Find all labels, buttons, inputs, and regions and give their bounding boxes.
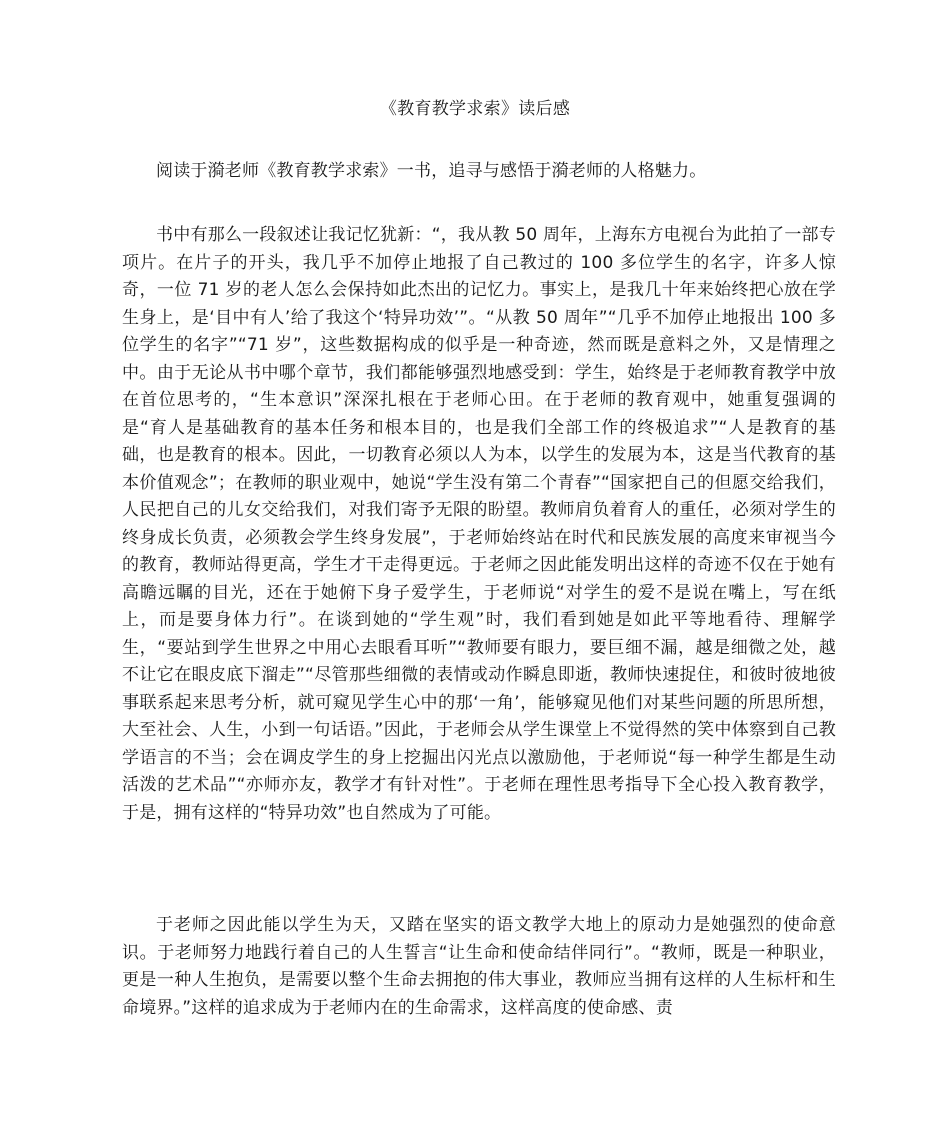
document-title: 《教育教学求索》读后感	[379, 99, 571, 119]
paragraph-mission: 于老师之因此能以学生为天，又踏在坚实的语文教学大地上的原动力是她强烈的使命意识。于老师努力地践行着自己的人生誓言“让生命和使命结伴同行”。“教师，既是一种职业，更是一种人生抱负，是需要以整个生命去拥抱的伟大事业，教师应当拥有这样的人生标杆和生命境界。”这样的追求成为于老师内在的生命需求，这样高度的使命感、责	[122, 915, 836, 1018]
paragraph-main: 书中有那么一段叙述让我记忆犹新：“，我从教 50 周年，上海东方电视台为此拍了一部专项片。在片子的开头，我几乎不加停止地报了自己教过的 100 多位学生的名字，许多人惊奇，一位 71 岁的老人怎么会保持如此杰出的记忆力。事实上，是我几十年来始终把心放在学生身上，是‘目中有人’给了我这个‘特异功效’”。“从教 50 周年”“几乎不加停止地报出 100 多位学生的名字”“71 岁”，这些数据构成的似乎是一种奇迹，然而既是意料之外，又是情理之中。由于无论从书中哪个章节，我们都能够强烈地感受到：学生，始终是于老师教育教学中放在首位思考的，“生本意识”深深扎根在于老师心田。在于老师的教育观中，她重复强调的是“育人是基础教育的基本任务和根本目的，也是我们全部工作的终极追求”“人是教育的基础，也是教育的根本。因此，一切教育必须以人为本，以学生的发展为本，这是当代教育的基本价值观念”；在教师的职业观中，她说“学生没有第二个青春”“国家把自己的但愿交给我们，人民把自己的儿女交给我们，对我们寄予无限的盼望。教师肩负着育人的重任，必须对学生的终身成长负责，必须教会学生终身发展”，于老师始终站在时代和民族发展的高度来审视当今的教育，教师站得更高，学生才干走得更远。于老师之因此能发明出这样的奇迹不仅在于她有高瞻远瞩的目光，还在于她俯下身子爱学生，于老师说“对学生的爱不是说在嘴上，写在纸上，而是要身体力行”。在谈到她的“学生观”时，我们看到她是如此平等地看待、理解学生，“要站到学生世界之中用心去眼看耳听”“教师要有眼力，要巨细不漏，越是细微之处，越不让它在眼皮底下溜走”“尽管那些细微的表情或动作瞬息即逝，教师快速捉住，和彼时彼地彼事联系起来思考分析，就可窥见学生心中的那‘一角’，能够窥见他们对某些问题的所思所想，大至社会、人生，小到一句话语。”因此，于老师会从学生课堂上不觉得然的笑中体察到自己教学语言的不当；会在调皮学生的身上挖掘出闪光点以激励他，于老师说“每一种学生都是生动活泼的艺术品”“亦师亦友，教学才有针对性”。于老师在理性思考指导下全心投入教育教学，于是，拥有这样的“特异功效”也自然成为了可能。	[122, 225, 836, 823]
paragraph-intro: 阅读于漪老师《教育教学求索》一书，追寻与感悟于漪老师的人格魅力。	[156, 161, 707, 181]
